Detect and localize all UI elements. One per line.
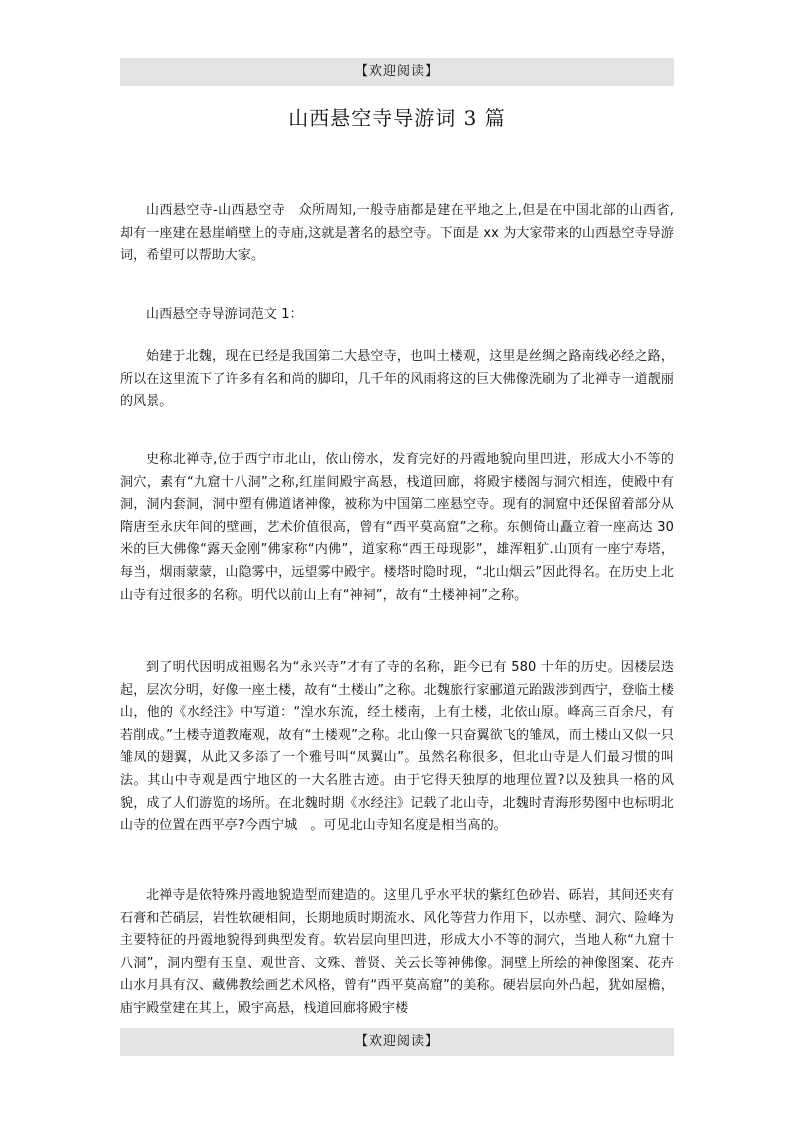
body-paragraph: 到了明代因明成祖赐名为“永兴寺”才有了寺的名称，距今已有 580 十年的历史。因楼层迭起，层次分明，好像一座土楼，故有“土楼山”之称。北魏旅行家郦道元跆跋涉到西宁，登临土楼山，他的《水经注》中写道：“湟水东流，经土楼南，上有土楼，北依山原。峰高三百余尺，有若削成。”土楼寺道教庵观，故有“土楼观”之称。北山像一只奋翼欲飞的雏凤，而土楼山又似一只雏凤的翅翼，从此又多添了一个雅号叫“凤翼山”。虽然名称很多，但北山寺是人们最习惯的叫法。其山中寺观是西宁地区的一大名胜古迹。由于它得天独厚的地理位置?以及独具一格的风貌，成了人们游览的场所。在北魏时期《水经注》记载了北山寺，北魏时青海形势图中也标明北山寺的位置在西平亭?今西宁城 。可见北山寺知名度是相当高的。 [120,660,674,834]
footer-banner-label: 【欢迎阅读】 [354,1034,439,1049]
footer-banner [120,1028,674,1056]
body-paragraph: 北禅寺是依特殊丹霞地貌造型而建造的。这里几乎水平状的紫红色砂岩、砾岩，其间还夹有石膏和芒硝层，岩性软硬相间，长期地质时期流水、风化等营力作用下，以赤壁、洞穴、险峰为主要特征的丹霞地貌得到典型发育。软岩层向里凹进，形成大小不等的洞穴，当地人称“九窟十八洞”，洞内塑有玉皇、观世音、文殊、普贤、关云长等神佛像。洞壁上所绘的神像图案、花卉山水月具有汉、藏佛教绘画艺术风格，曾有“西平莫高窟”的美称。硬岩层向外凸起，犹如屋檐，庙宇殿堂建在其上，殿宇高悬，栈道回廊将殿宇楼 [120,888,674,1016]
header-banner [120,58,674,86]
section-heading: 山西悬空寺导游词范文 1： [146,307,303,322]
intro-paragraph: 山西悬空寺-山西悬空寺 众所周知,一般寺庙都是建在平地之上,但是在中国北部的山西省,却有一座建在悬崖峭壁上的寺庙,这就是著名的悬空寺。下面是 xx 为大家带来的山西悬空寺导游词，希望可以帮助大家。 [120,203,674,264]
header-banner-label: 【欢迎阅读】 [354,64,439,79]
body-paragraph: 史称北禅寺,位于西宁市北山，依山傍水，发育完好的丹霞地貌向里凹进，形成大小不等的洞穴，素有“九窟十八洞”之称,红崖间殿宇高悬，栈道回廊，将殿宇楼阁与洞穴相连，使殿中有洞，洞内套洞，洞中塑有佛道诸神像，被称为中国第二座悬空寺。现有的洞窟中还保留着部分从隋唐至永庆年间的壁画，艺术价值很高，曾有“西平莫高窟”之称。东侧倚山矗立着一座高达 30 米的巨大佛像“露天金刚”佛家称“内佛”，道家称“西王母现影”，雄浑粗犷.山顶有一座宁寿塔，每当，烟雨蒙蒙，山隐雾中，远望雾中殿宇。楼塔时隐时现，“北山烟云”因此得名。在历史上北山寺有过很多的名称。明代以前山上有“神祠”，故有“土楼神祠”之称。 [120,452,674,603]
document-title: 山西悬空寺导游词 3 篇 [288,106,506,130]
body-paragraph: 始建于北魏，现在已经是我国第二大悬空寺，也叫土楼观，这里是丝绸之路南线必经之路，所以在这里流下了许多有名和尚的脚印，几千年的风雨将这的巨大佛像洗刷为了北禅寺一道靓丽的风景。 [120,349,674,410]
